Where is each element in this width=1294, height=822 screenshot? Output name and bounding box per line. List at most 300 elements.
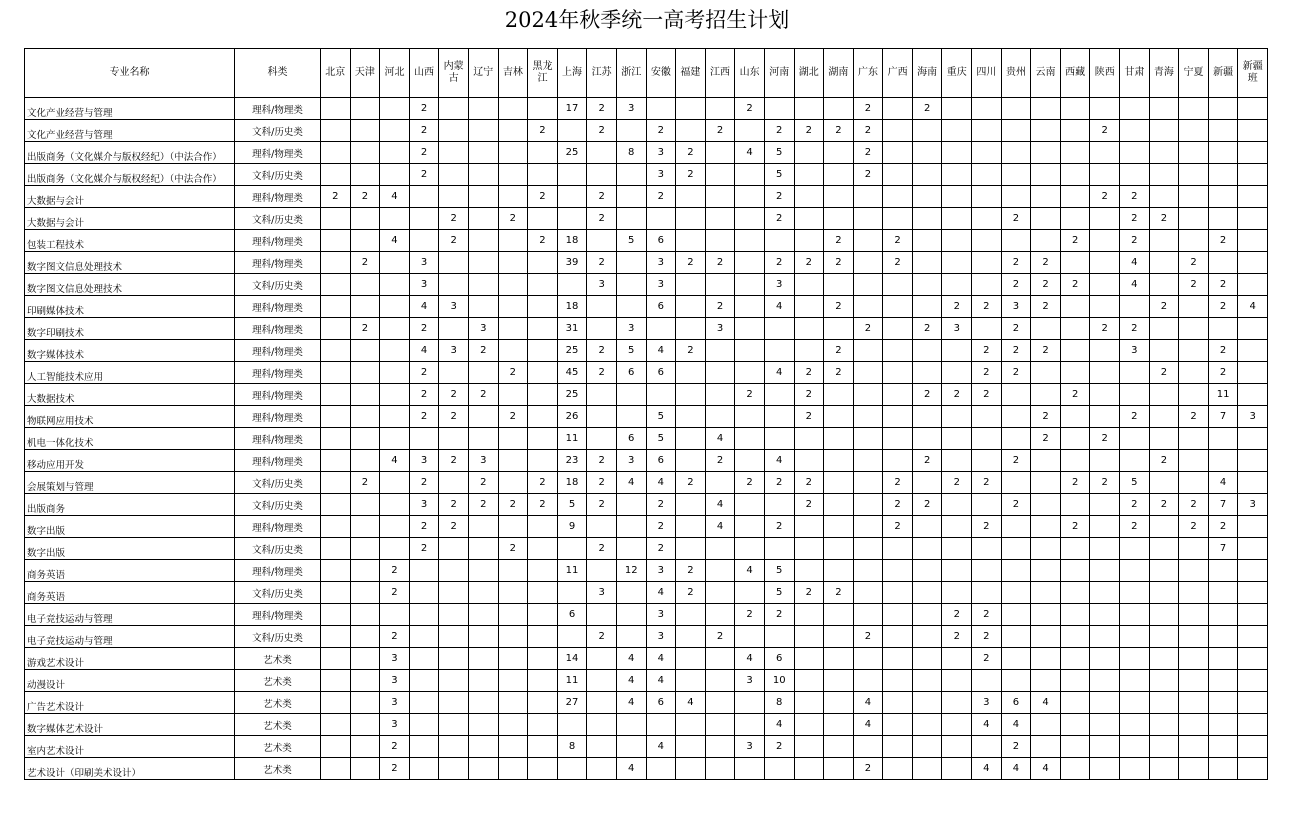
quota-cell [646,208,676,230]
quota-cell [705,582,735,604]
quota-cell [468,428,498,450]
quota-cell: 2 [439,406,469,428]
quota-cell [1001,406,1031,428]
quota-cell: 3 [646,604,676,626]
quota-cell [824,472,854,494]
quota-cell: 6 [616,428,646,450]
quota-cell [735,428,765,450]
table-row [25,604,1268,626]
category-cell: 文科/历史类 [235,538,321,560]
quota-cell [1208,252,1238,274]
quota-cell [912,230,942,252]
quota-cell [1090,670,1120,692]
quota-cell [676,736,706,758]
quota-cell [1060,208,1090,230]
category-cell: 理科/物理类 [235,384,321,406]
quota-cell: 4 [735,648,765,670]
quota-cell [912,692,942,714]
quota-cell [1031,472,1061,494]
quota-cell: 5 [616,340,646,362]
quota-cell [1090,208,1120,230]
quota-cell [883,692,913,714]
category-cell: 艺术类 [235,648,321,670]
quota-cell [676,186,706,208]
quota-cell: 2 [1001,274,1031,296]
quota-cell [1120,626,1150,648]
quota-cell: 4 [676,692,706,714]
quota-cell [1060,736,1090,758]
quota-cell [705,560,735,582]
quota-cell [587,670,617,692]
quota-cell: 2 [1149,450,1179,472]
quota-cell [853,428,883,450]
quota-cell: 4 [764,296,794,318]
quota-cell [883,758,913,780]
category-cell: 理科/物理类 [235,406,321,428]
quota-cell [1060,318,1090,340]
quota-cell: 2 [972,472,1002,494]
quota-cell [912,736,942,758]
quota-cell [498,340,528,362]
quota-cell [972,230,1002,252]
header-province: 四川 [972,49,1002,98]
category-cell: 理科/物理类 [235,186,321,208]
major-name-cell: 文化产业经营与管理 [25,120,235,142]
quota-cell [528,604,558,626]
header-province: 西藏 [1060,49,1090,98]
quota-cell [1179,186,1209,208]
quota-cell [498,692,528,714]
quota-cell: 4 [853,692,883,714]
quota-cell [794,142,824,164]
quota-cell [1149,252,1179,274]
quota-cell [1238,582,1268,604]
major-name-cell: 出版商务（文化媒介与版权经纪）（中法合作） [25,142,235,164]
table-row [25,516,1268,538]
quota-cell: 2 [380,736,410,758]
quota-cell: 2 [468,340,498,362]
quota-cell [468,648,498,670]
quota-cell [1179,758,1209,780]
major-name-cell: 移动应用开发 [25,450,235,472]
quota-cell [883,604,913,626]
quota-cell [350,428,380,450]
quota-cell: 2 [942,296,972,318]
quota-cell [1060,296,1090,318]
header-province: 黑龙江 [528,49,558,98]
quota-cell [409,648,439,670]
quota-cell [735,230,765,252]
quota-cell: 2 [439,494,469,516]
quota-cell [557,186,587,208]
quota-cell [1120,164,1150,186]
quota-cell [824,428,854,450]
quota-cell [468,560,498,582]
quota-cell: 5 [764,582,794,604]
quota-cell [350,736,380,758]
quota-cell [883,142,913,164]
quota-cell [587,736,617,758]
quota-cell [883,340,913,362]
quota-cell [1090,252,1120,274]
quota-cell [350,164,380,186]
quota-cell: 2 [1031,428,1061,450]
quota-cell [616,252,646,274]
quota-cell: 11 [557,670,587,692]
quota-cell [883,626,913,648]
category-cell: 文科/历史类 [235,582,321,604]
quota-cell: 2 [676,582,706,604]
quota-cell: 2 [321,186,351,208]
quota-cell [1060,714,1090,736]
quota-cell [1149,406,1179,428]
quota-cell [1120,670,1150,692]
quota-cell: 2 [824,362,854,384]
quota-cell [853,230,883,252]
quota-cell [794,714,824,736]
quota-cell [587,230,617,252]
quota-cell [498,296,528,318]
quota-cell: 4 [735,560,765,582]
quota-cell: 2 [942,472,972,494]
quota-cell [1120,98,1150,120]
header-province: 吉林 [498,49,528,98]
quota-cell [735,494,765,516]
major-name-cell: 数字图文信息处理技术 [25,274,235,296]
quota-cell: 6 [764,648,794,670]
quota-cell [1238,164,1268,186]
major-name-cell: 数字出版 [25,538,235,560]
quota-cell [1031,538,1061,560]
quota-cell [942,274,972,296]
quota-cell [528,560,558,582]
quota-cell [676,362,706,384]
quota-cell [824,384,854,406]
quota-cell [321,318,351,340]
quota-cell: 2 [1001,318,1031,340]
quota-cell [528,538,558,560]
quota-cell [1179,296,1209,318]
quota-cell [1238,208,1268,230]
quota-cell: 3 [646,274,676,296]
quota-cell [1238,142,1268,164]
quota-cell [972,142,1002,164]
quota-cell [1238,318,1268,340]
quota-cell [942,450,972,472]
quota-cell [705,142,735,164]
quota-cell [1149,714,1179,736]
quota-cell [439,164,469,186]
quota-cell [853,604,883,626]
header-province: 江西 [705,49,735,98]
quota-cell [350,208,380,230]
quota-cell [883,582,913,604]
quota-cell: 2 [705,296,735,318]
major-name-cell: 游戏艺术设计 [25,648,235,670]
quota-cell [942,538,972,560]
quota-cell [380,538,410,560]
quota-cell: 2 [883,494,913,516]
quota-cell [1238,98,1268,120]
quota-cell [380,142,410,164]
quota-cell [794,230,824,252]
quota-cell [972,208,1002,230]
quota-cell: 5 [646,406,676,428]
quota-cell [1208,98,1238,120]
quota-cell [1031,626,1061,648]
quota-cell [616,714,646,736]
quota-cell [1060,362,1090,384]
quota-cell [1179,670,1209,692]
quota-cell [1149,230,1179,252]
quota-cell [764,538,794,560]
quota-cell [912,582,942,604]
quota-cell [853,208,883,230]
category-cell: 文科/历史类 [235,208,321,230]
quota-cell [439,538,469,560]
quota-cell [1090,230,1120,252]
quota-cell [1179,538,1209,560]
major-name-cell: 机电一体化技术 [25,428,235,450]
quota-cell [1149,384,1179,406]
header-province: 河北 [380,49,410,98]
table-row [25,494,1268,516]
quota-cell: 3 [616,318,646,340]
quota-cell [794,736,824,758]
quota-cell [912,604,942,626]
quota-cell [1031,604,1061,626]
quota-cell [1238,604,1268,626]
quota-cell [321,758,351,780]
major-name-cell: 数字图文信息处理技术 [25,252,235,274]
quota-cell [942,758,972,780]
quota-cell [468,516,498,538]
quota-cell [587,692,617,714]
quota-cell [735,274,765,296]
quota-cell [468,692,498,714]
table-row [25,736,1268,758]
quota-cell [1060,626,1090,648]
quota-cell [1031,450,1061,472]
quota-cell: 4 [646,340,676,362]
quota-cell [794,670,824,692]
quota-cell: 3 [646,560,676,582]
quota-cell [1179,164,1209,186]
quota-cell [1208,736,1238,758]
quota-cell [1238,120,1268,142]
major-name-cell: 电子竞技运动与管理 [25,626,235,648]
table-row [25,582,1268,604]
quota-cell [616,164,646,186]
quota-cell [350,406,380,428]
quota-cell [468,252,498,274]
quota-cell [557,582,587,604]
quota-cell: 3 [380,670,410,692]
quota-cell [321,252,351,274]
quota-cell [676,516,706,538]
category-cell: 理科/物理类 [235,142,321,164]
quota-cell [1149,604,1179,626]
quota-cell: 4 [616,670,646,692]
quota-cell: 2 [824,252,854,274]
quota-cell [498,472,528,494]
quota-cell [735,164,765,186]
quota-cell [528,98,558,120]
quota-cell [764,428,794,450]
quota-cell: 8 [616,142,646,164]
quota-cell [912,428,942,450]
quota-cell: 2 [1120,230,1150,252]
quota-cell: 2 [1001,362,1031,384]
quota-cell: 2 [912,384,942,406]
table-header-row [25,49,1268,98]
quota-cell [439,428,469,450]
quota-cell [646,758,676,780]
quota-cell [676,428,706,450]
header-province: 天津 [350,49,380,98]
header-province: 辽宁 [468,49,498,98]
quota-cell [794,340,824,362]
quota-cell [380,428,410,450]
quota-cell [1001,120,1031,142]
quota-cell [1090,758,1120,780]
quota-cell [350,142,380,164]
quota-cell: 2 [972,516,1002,538]
quota-cell [912,362,942,384]
quota-cell [735,758,765,780]
quota-cell [350,384,380,406]
quota-cell [1120,538,1150,560]
table-row [25,340,1268,362]
quota-cell [883,670,913,692]
quota-cell: 2 [468,384,498,406]
quota-cell [705,208,735,230]
quota-cell: 2 [1208,230,1238,252]
quota-cell [1120,384,1150,406]
quota-cell [380,98,410,120]
quota-cell [1001,472,1031,494]
quota-cell: 2 [587,252,617,274]
quota-cell: 2 [972,626,1002,648]
quota-cell [587,758,617,780]
quota-cell [1238,274,1268,296]
quota-cell [1060,604,1090,626]
quota-cell [853,362,883,384]
quota-cell [912,714,942,736]
quota-cell [1060,98,1090,120]
quota-cell [350,604,380,626]
category-cell: 理科/物理类 [235,318,321,340]
quota-cell [1031,164,1061,186]
quota-cell [794,648,824,670]
quota-cell [587,164,617,186]
quota-cell [1060,494,1090,516]
quota-cell [912,164,942,186]
quota-cell: 12 [616,560,646,582]
quota-cell [1208,142,1238,164]
quota-cell: 2 [1208,274,1238,296]
major-name-cell: 大数据与会计 [25,208,235,230]
quota-cell [1208,604,1238,626]
quota-cell [1149,186,1179,208]
quota-cell [942,230,972,252]
quota-cell [528,450,558,472]
quota-cell [380,516,410,538]
quota-cell [764,494,794,516]
quota-cell [1031,516,1061,538]
quota-cell [1149,142,1179,164]
quota-cell [528,208,558,230]
quota-cell [1090,98,1120,120]
table-row [25,428,1268,450]
quota-cell: 2 [1179,516,1209,538]
quota-cell [824,186,854,208]
quota-cell [883,384,913,406]
quota-cell [735,186,765,208]
quota-cell: 2 [1179,494,1209,516]
quota-cell [1208,582,1238,604]
quota-cell [705,472,735,494]
table-row [25,252,1268,274]
quota-cell: 2 [676,252,706,274]
quota-cell: 2 [1120,494,1150,516]
quota-cell: 7 [1208,406,1238,428]
quota-cell: 3 [1238,494,1268,516]
quota-cell [498,560,528,582]
quota-cell [468,758,498,780]
quota-cell [794,296,824,318]
quota-cell [972,670,1002,692]
quota-cell: 2 [528,120,558,142]
quota-cell [439,714,469,736]
quota-cell: 4 [616,472,646,494]
quota-cell: 8 [557,736,587,758]
quota-cell [1120,560,1150,582]
quota-cell [528,406,558,428]
quota-cell [1090,582,1120,604]
quota-cell: 2 [1120,318,1150,340]
quota-cell: 4 [646,582,676,604]
quota-cell [1149,626,1179,648]
quota-cell: 4 [1120,274,1150,296]
quota-cell [942,670,972,692]
quota-cell [350,362,380,384]
header-province: 浙江 [616,49,646,98]
quota-cell: 2 [646,538,676,560]
quota-cell [528,670,558,692]
quota-cell [824,516,854,538]
quota-cell [468,714,498,736]
quota-cell [824,494,854,516]
quota-cell [1149,560,1179,582]
quota-cell [439,252,469,274]
quota-cell: 2 [528,472,558,494]
quota-cell [1208,164,1238,186]
major-name-cell: 数字出版 [25,516,235,538]
quota-cell: 2 [1090,428,1120,450]
quota-cell [1031,98,1061,120]
quota-cell [1208,758,1238,780]
quota-cell: 2 [409,318,439,340]
quota-cell [942,120,972,142]
quota-cell [321,626,351,648]
quota-cell [883,560,913,582]
quota-cell: 4 [1208,472,1238,494]
quota-cell: 2 [587,450,617,472]
quota-cell [646,384,676,406]
quota-cell [321,208,351,230]
quota-cell: 3 [616,450,646,472]
